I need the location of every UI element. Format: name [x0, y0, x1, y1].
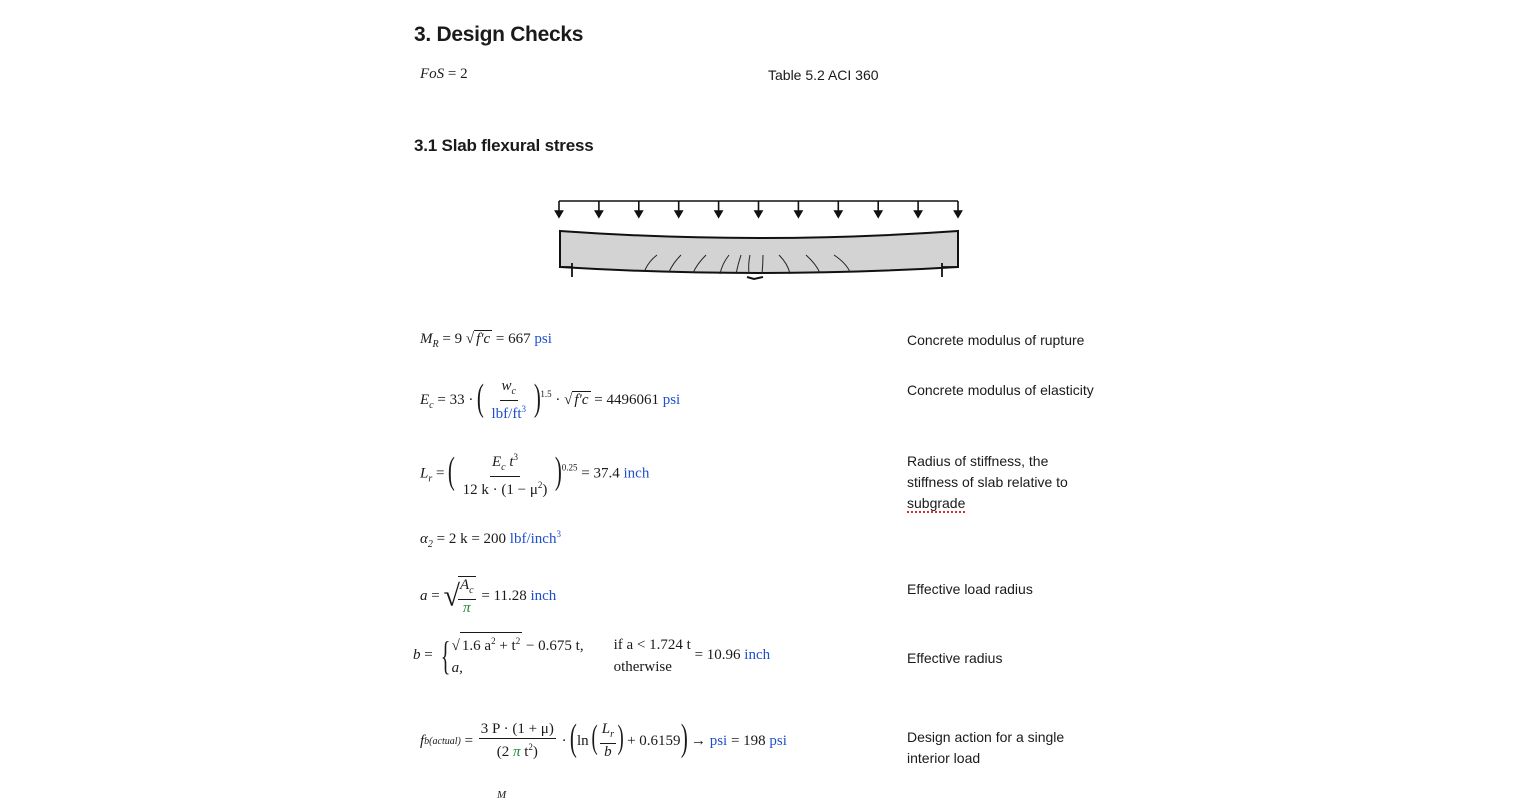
eq-flexural-stress: f b(actual) = $\frac{3 P \cdot (1 + \mu)}{(2 \pi t^2)}$ · ( ln ( $\frac{L_r}{b}$ ) + 0.6159 ) → psi = 198 psi	[420, 717, 787, 760]
note-load-radius: Effective load radius	[907, 581, 1033, 597]
load-arrow-head	[675, 211, 682, 217]
note-effective-radius: Effective radius	[907, 650, 1003, 666]
unit-inch: inch	[744, 647, 771, 663]
spellcheck-word[interactable]: subgrade	[907, 495, 966, 511]
eq-modulus-rupture: $M_R = 9$ √ f′c = 667 psi	[420, 331, 552, 350]
eq-radius-stiffness: $L_r$ = ( $\frac{E_c t^3}{12 k \cdot (1 - \mu^2)}$ )$^{0.25}$ = 37.4 inch	[420, 450, 650, 498]
load-arrow-head	[875, 211, 882, 217]
load-arrow-head	[715, 211, 722, 217]
note-elastic-modulus: Concrete modulus of elasticity	[907, 382, 1094, 398]
eq-effective-radius: b = { √ 1.6 $a^2 + t^2 - 0.675$ t, a, if a < 1.724 t otherwise = 10.96 inch	[413, 632, 771, 678]
slab-midspan-tip	[747, 277, 763, 279]
unit-psi: psi	[662, 391, 681, 408]
fos-reference: Table 5.2 ACI 360	[768, 67, 879, 83]
slab-load-diagram	[550, 195, 970, 285]
unit-inch: inch	[623, 465, 650, 482]
eq-load-radius: a = √ $\frac{A_c}{\pi}$ = 11.28 inch	[420, 577, 557, 616]
eq-elastic-modulus: $E_c = 33$ · ( $\frac{w_c}{lbf/ft^3}$ )$^{1.5}$ · √ f′c = 4496061 psi	[420, 376, 681, 422]
note-modulus-rupture: Concrete modulus of rupture	[907, 332, 1085, 348]
unit-psi: psi	[534, 331, 552, 347]
slab-body	[560, 231, 958, 273]
note-radius-stiffness: Radius of stiffness, the stiffness of slab relative to subgrade	[907, 453, 1068, 511]
load-arrow-head	[835, 211, 842, 217]
unit-psi: psi	[769, 732, 787, 749]
section-heading: 3. Design Checks	[414, 23, 584, 46]
subsection-heading: 3.1 Slab flexural stress	[414, 136, 594, 155]
unit-inch: inch	[530, 587, 557, 604]
load-arrow-head	[755, 211, 762, 217]
load-arrow-head	[955, 211, 962, 217]
load-arrow-head	[635, 211, 642, 217]
fos-equation: FoS = 2	[420, 66, 468, 82]
next-equation-partial: M	[497, 789, 507, 798]
load-arrow-head	[795, 211, 802, 217]
load-arrow-head	[556, 211, 563, 217]
load-arrow-head	[915, 211, 922, 217]
note-flexural-stress: Design action for a single interior load	[907, 729, 1065, 766]
load-arrow-head	[595, 211, 602, 217]
eq-alpha2: $\alpha_2 = 2$ k = 200 lbf/inch$^3$	[420, 529, 561, 550]
